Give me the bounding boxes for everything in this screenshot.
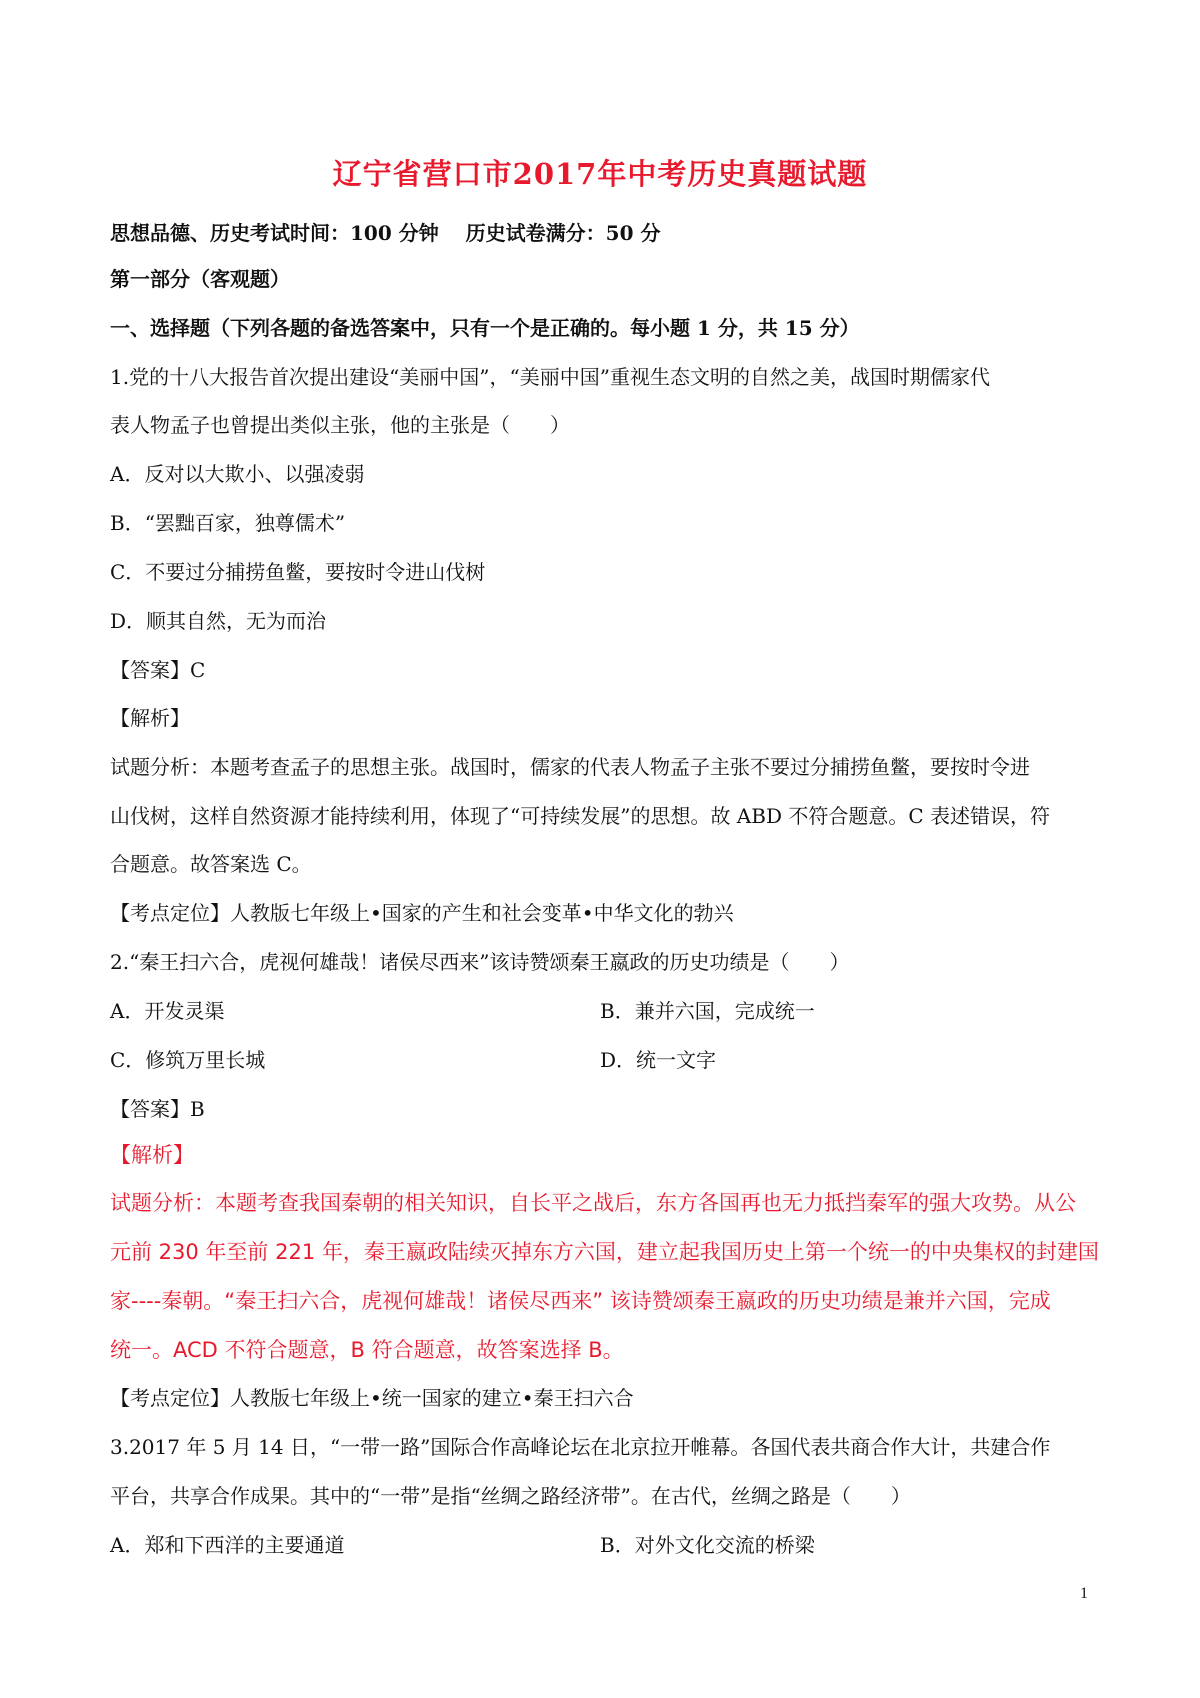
page-number: 1	[1080, 1585, 1088, 1602]
q2-options-row-1	[110, 996, 1100, 1026]
q2-analysis-line-1: 试题分析：本题考查我国秦朝的相关知识，自长平之战后，东方各国再也无力抵挡秦军的强大攻势。从公	[110, 1191, 1076, 1215]
q1-analysis-label: 【解析】	[110, 706, 190, 730]
q3-option-a: A．郑和下西洋的主要通道	[110, 1533, 345, 1557]
q1-option-d: D．顺其自然，无为而治	[110, 609, 327, 633]
q1-option-a: A．反对以大欺小、以强凌弱	[110, 462, 365, 486]
q2-analysis-label: 【解析】	[110, 1143, 194, 1167]
q2-answer: 【答案】B	[110, 1097, 205, 1121]
section-heading: 一、选择题（下列各题的备选答案中，只有一个是正确的。每小题 1 分，共 15 分）	[110, 316, 860, 340]
q3-stem-line-1: 3.2017 年 5 月 14 日，“一带一路”国际合作高峰论坛在北京拉开帷幕。各国代表共商合作大计，共建合作	[110, 1435, 1051, 1459]
q2-analysis-line-3: 家----秦朝。“秦王扫六合，虎视何雄哉！诸侯尽西来” 该诗赞颂秦王嬴政的历史功绩是兼并六国，完成	[110, 1289, 1051, 1313]
q2-options-row-2	[110, 1045, 1100, 1075]
q1-option-b: B．“罢黜百家，独尊儒术”	[110, 511, 346, 535]
q3-stem-line-2: 平台，共享合作成果。其中的“一带”是指“丝绸之路经济带”。在古代，丝绸之路是（ ）	[110, 1484, 911, 1508]
q2-stem-line-1: 2.“秦王扫六合，虎视何雄哉！诸侯尽西来”该诗赞颂秦王嬴政的历史功绩是（ ）	[110, 950, 850, 974]
q1-analysis-line-1: 试题分析：本题考查孟子的思想主张。战国时，儒家的代表人物孟子主张不要过分捕捞鱼鳖，要按时令进	[110, 755, 1030, 779]
q1-analysis-line-2: 山伐树，这样自然资源才能持续利用，体现了“可持续发展”的思想。故 ABD 不符合题意。C 表述错误，符	[110, 804, 1050, 828]
q2-option-d: D．统一文字	[600, 1048, 717, 1072]
exam-info: 思想品德、历史考试时间：100 分钟 历史试卷满分：50 分	[110, 221, 661, 245]
part-heading: 第一部分（客观题）	[110, 267, 290, 291]
page-title: 辽宁省营口市2017年中考历史真题试题	[332, 157, 868, 191]
q2-analysis-line-2: 元前 230 年至前 221 年，秦王嬴政陆续灭掉东方六国，建立起我国历史上第一个统一的中央集权的封建国	[110, 1240, 1099, 1264]
q2-option-b: B．兼并六国，完成统一	[600, 999, 815, 1023]
q1-answer: 【答案】C	[110, 658, 206, 682]
q1-analysis-line-3: 合题意。故答案选 C。	[110, 852, 312, 876]
q2-option-a: A．开发灵渠	[110, 999, 225, 1023]
q3-options-row-1	[110, 1530, 1100, 1560]
q1-option-c: C．不要过分捕捞鱼鳖，要按时令进山伐树	[110, 560, 486, 584]
q1-stem-line-1: 1.党的十八大报告首次提出建设“美丽中国”，“美丽中国”重视生态文明的自然之美，战国时期儒家代	[110, 365, 990, 389]
q1-stem-line-2: 表人物孟子也曾提出类似主张，他的主张是（ ）	[110, 413, 570, 437]
q1-knowledge-point: 【考点定位】人教版七年级上•国家的产生和社会变革•中华文化的勃兴	[110, 901, 734, 925]
q3-option-b: B．对外文化交流的桥梁	[600, 1533, 815, 1557]
q2-option-c: C．修筑万里长城	[110, 1048, 266, 1072]
q2-knowledge-point: 【考点定位】人教版七年级上•统一国家的建立•秦王扫六合	[110, 1386, 634, 1410]
q2-analysis-line-4: 统一。ACD 不符合题意，B 符合题意，故答案选择 B。	[110, 1338, 624, 1362]
